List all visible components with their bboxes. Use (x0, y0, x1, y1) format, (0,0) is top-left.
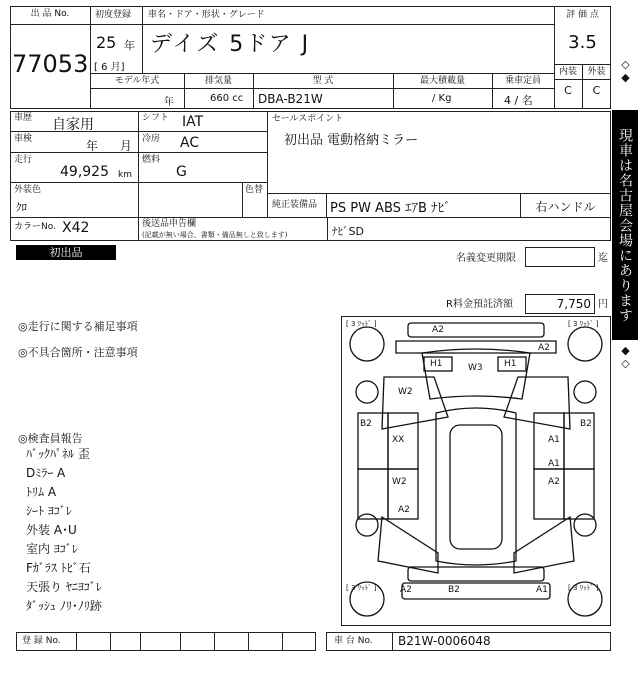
first-reg-year-unit: 年 (124, 39, 135, 52)
mark-right-rear-door-1: A1 (548, 459, 560, 469)
capacity-label: 乗車定員 (504, 76, 541, 86)
capacity-value: 4 / 名 (504, 94, 533, 107)
color-no-label: カラーNo. (14, 222, 56, 232)
fuel: G (176, 164, 187, 180)
score: 3.5 (568, 32, 597, 53)
recycle-value: 7,750 (556, 297, 591, 311)
mark-left-rear-glass: W2 (392, 477, 407, 487)
first-reg-label: 初度登録 (95, 10, 132, 20)
mark-windshield: W3 (468, 363, 483, 373)
inspector-label: ◎検査員報告 (18, 432, 83, 445)
max-load-label: 最大積載量 (419, 76, 465, 86)
ac-label: 冷房 (142, 134, 161, 144)
max-load-value: / Kg (432, 93, 452, 104)
mark-right-front-door: A1 (548, 435, 560, 445)
supplement-label: ◎走行に関する補足事項 (18, 320, 138, 333)
recycle-unit: 円 (598, 299, 608, 310)
ext-color: ｸﾛ (16, 201, 27, 214)
first-reg-year: 25 (96, 33, 117, 52)
report-line: ﾊﾞｯｸﾊﾟﾈﾙ 歪 (26, 447, 90, 461)
mark-headlight-left: H1 (430, 359, 443, 369)
score-label: 評 価 点 (566, 10, 599, 20)
equipment: PS PW ABS ｴｱB ﾅﾋﾞ (330, 201, 451, 216)
reg-no-label: 登 録 No. (22, 636, 61, 646)
inspection: 年 月 (86, 139, 132, 153)
reg-no-box (16, 632, 316, 651)
mark-left-front-door: XX (392, 435, 405, 445)
report-line: ﾄﾘﾑ A (26, 485, 57, 499)
model-name: デイズ 5ドア J (150, 32, 311, 57)
mark-left-front-fender: B2 (360, 419, 372, 429)
report-line: ｼｰﾄ ﾖｺﾞﾚ (26, 504, 72, 518)
history-label: 車歴 (14, 113, 33, 123)
report-line: Dﾐﾗｰ A (26, 466, 66, 480)
side-banner-bottom: ◆◇ (619, 344, 632, 370)
side-banner-top: ◇◆ (619, 58, 632, 84)
ext-color-label: 外装色 (14, 185, 42, 195)
fuel-label: 燃料 (142, 155, 161, 165)
displacement: 660 cc (210, 93, 244, 104)
mark-left-front-glass: W2 (398, 387, 413, 397)
ac: AC (180, 135, 200, 151)
corner-label-tl: [ 3 ﾜｯﾄﾞ ] (346, 320, 377, 328)
mark-right-front-fender: B2 (580, 419, 592, 429)
mileage: 49,925 (60, 164, 109, 180)
inspection-label: 車検 (14, 134, 33, 144)
corner-label-br: [ 3 ﾜｯﾄﾞ ] (568, 584, 599, 592)
report-line: 室内 ﾖｺﾞﾚ (26, 542, 78, 556)
corner-label-bl: [ 3 ﾜｯﾄﾞ ] (346, 584, 377, 592)
sales-point-label: セールスポイント (272, 114, 344, 124)
vehicle-diagram (341, 316, 611, 626)
docs-value: ﾅﾋﾞSD (332, 225, 364, 238)
first-listing-badge: 初出品 (16, 245, 116, 260)
mark-rear-bumper-center: B2 (448, 585, 460, 595)
model-name-label: 車名・ドア・形状・グレード (148, 10, 265, 20)
name-change-box (525, 247, 595, 267)
mark-hood: A2 (538, 343, 550, 353)
mark-rear-bumper-left: A2 (400, 585, 412, 595)
mark-headlight-right: H1 (504, 359, 517, 369)
model-year-label: モデル年式 (114, 76, 160, 86)
color-no: X42 (62, 220, 90, 236)
report-line: Fｶﾞﾗｽ ﾄﾋﾞ石 (26, 561, 91, 575)
exterior-label: 外装 (587, 67, 606, 77)
displacement-label: 排気量 (204, 76, 232, 86)
shift-label: シフト (142, 113, 170, 123)
wheel-front-left-icon (350, 327, 384, 361)
sales-point: 初出品 電動格納ミラー (284, 133, 419, 148)
side-banner-text: 現車は名古屋会場にあります (612, 110, 638, 340)
first-reg-month: [ 6 月] (94, 62, 125, 73)
mileage-label: 走行 (14, 155, 33, 165)
mark-rear-bumper-right: A1 (536, 585, 548, 595)
history: 自家用 (52, 117, 94, 133)
wheel-front-right-icon (568, 327, 602, 361)
report-line: 天張り ﾔﾆﾖｺﾞﾚ (26, 580, 102, 594)
mileage-unit: km (118, 170, 132, 180)
chassis-number: B21W-0006048 (398, 634, 491, 648)
lot-number-label: 出 品 No. (30, 9, 70, 19)
side-banner (612, 58, 638, 380)
docs-label: 後送品申告欄 (142, 219, 197, 229)
interior-grade: C (564, 84, 572, 97)
mark-left-rear-fender: A2 (398, 505, 410, 515)
docs-note: (記載が無い場合、書類・備品無しと致します) (142, 231, 288, 239)
equipment-label: 純正装備品 (272, 200, 318, 210)
color-change-label: 色替 (245, 185, 264, 195)
shift: IAT (182, 114, 204, 130)
mark-right-rear-door-2: A2 (548, 477, 560, 487)
interior-label: 内装 (558, 67, 577, 77)
exterior-grade: C (592, 84, 601, 97)
handle: 右ハンドル (535, 200, 596, 214)
corner-label-tr: [ 3 ﾜｯﾄﾞ ] (568, 320, 599, 328)
lot-number: 77053 (12, 50, 89, 78)
name-change-unit: 迄 (598, 253, 608, 264)
model-year-unit: 年 (164, 97, 174, 108)
chassis-label: 車 台 No. (334, 636, 373, 646)
defects-label: ◎不具合箇所・注意事項 (18, 346, 138, 359)
mark-front-bumper: A2 (432, 325, 444, 335)
report-line: ﾀﾞｯｼｭ ﾉﾘ･ﾉﾘ跡 (26, 599, 102, 613)
type-label: 型 式 (312, 76, 334, 86)
recycle-label: R料金預託済額 (446, 299, 513, 310)
name-change-label: 名義変更期限 (456, 253, 516, 264)
type-value: DBA-B21W (258, 92, 323, 106)
report-line: 外装 A･U (26, 523, 77, 537)
